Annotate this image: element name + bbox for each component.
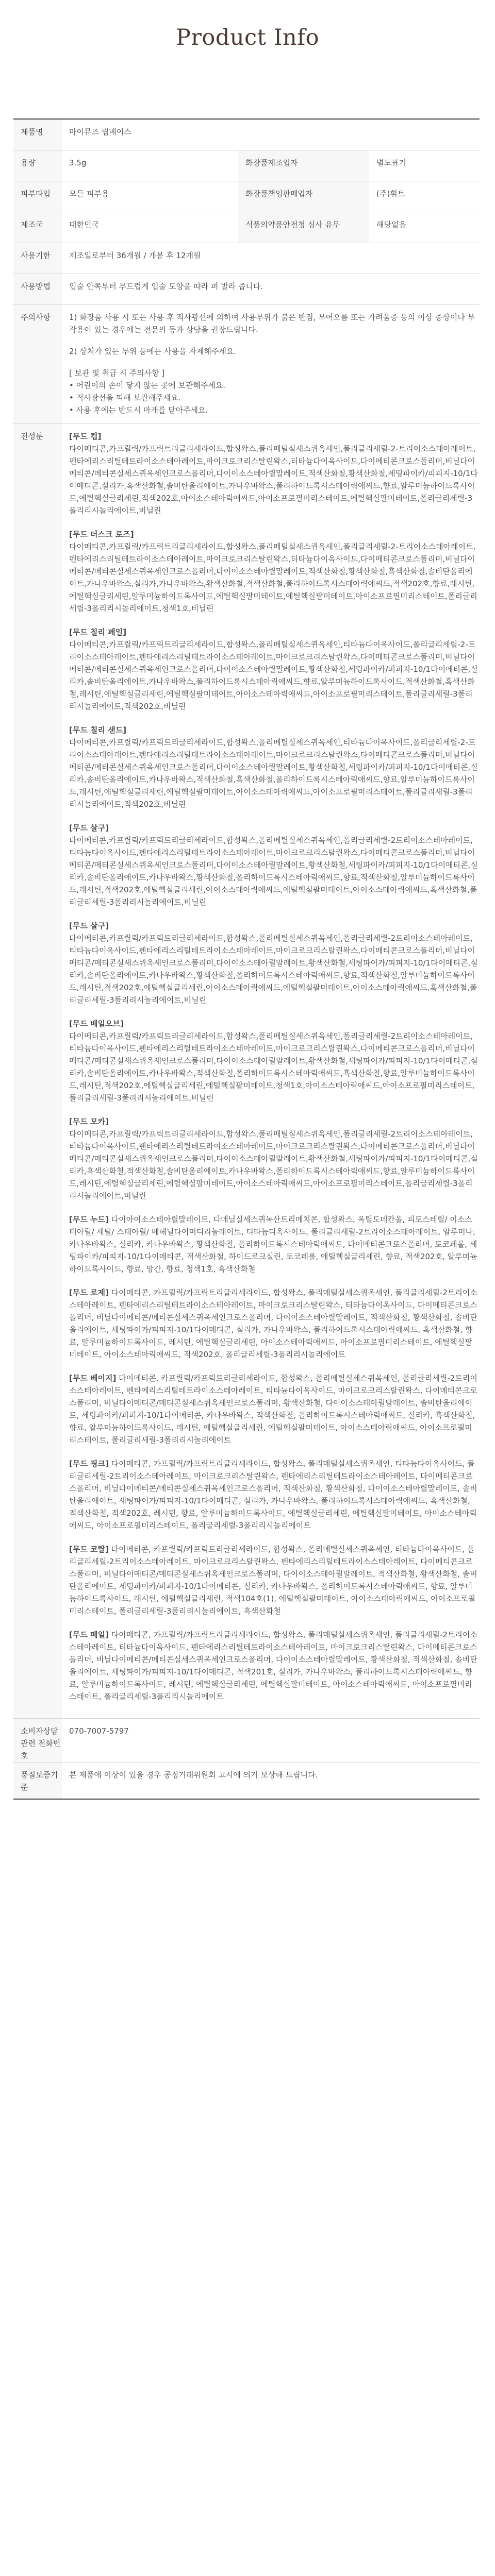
value-manufacturer: 별도표기: [369, 150, 480, 181]
ingredient-block-title: [무드 더스크 로즈]: [69, 529, 134, 539]
row-ingredients: [13, 423, 480, 1718]
ingredient-block-title: [무드 칠리 페일]: [69, 627, 127, 637]
row-contact: [13, 1718, 480, 1762]
label-distributor: 화장품책임판매업자: [238, 181, 369, 212]
value-caution: [62, 304, 480, 423]
label-product-name: 제품명: [13, 119, 62, 150]
row-caution: [13, 304, 480, 423]
ingredient-block: [69, 430, 480, 517]
value-contact[interactable]: 070-7007-5797: [62, 1718, 480, 1762]
ingredient-block: [69, 822, 480, 908]
ingredient-block-text: 다이메티콘,카프릴릭/카프릭트리글리세라이드,합성왁스,폴리메틸실세스퀴옥세인,티타늄다이옥사이드,폴리글리세릴-2-트리이소스테아레이트,펜타에리스리틸테트라이소스테아레이트,마이크로크리스탈린왁스,다이메티콘크로스폴리머,비닐다이메티콘/메티콘실세스퀴옥세인크로스폴리머,다이이소스테아릴말레이트,황색산화철,세팅파이카/피피지-10/1다이메티콘,실리카,솔비탄올리에이트,카나우바왁스,폴리하이드록시스테아릭애씨드,향료,알루미늄하이드록사이드,적색산화철,흑색산화철,레시틴,에틸헥실글리세린,에틸헥실팔미테이트,아이소스테아릭애씨드,아이소프로필미리스테이트,폴리글리세릴-3폴리리시놀리에이트,적색202호,비닐린: [69, 639, 478, 711]
ingredient-block-text: 다이메티콘, 카프릴릭/카프릭트리글리세라이드, 합성왁스, 폴리메틸실세스퀴옥세인, 폴리글리세릴-2트리이소스테아레이트, 펜타에리스리틸테트라이소스테아레이트, 티타늄다이옥사이드, 마이크로크리스탈린왁스, 다이메티콘크로스폴리머, 비닐다이메티콘/메티콘실세스퀴옥세인크로스폴리머, 황색산화철, 다이이소스테아릴말레이트, 솔비탄올리에이트, 세팅파이카/피피지-10/1다이메티콘, 카나우바왁스, 적색산화철, 폴리하이드록시스테아릭애씨드, 실리카, 흑색산화철, 향료, 알루미늄하이드록사이드, 레시틴, 에틸헥실글리세린, 에틸헥실팔미테이트, 아이소스테아릭애씨드, 아이소프로필미리스테이트, 폴리글리세릴-3폴리리시놀리에이트: [69, 1373, 477, 1445]
caution-paragraph-2: 2) 상처가 있는 부위 등에는 사용을 자제해주세요.: [69, 346, 237, 356]
ingredient-block-title: [무드 컵]: [69, 431, 102, 441]
label-country: 제조국: [13, 212, 62, 243]
ingredient-block-text: 다이메티콘,카프릴릭/카프릭트리글리세라이드,합성왁스,폴리메틸실세스퀴옥세인,티타늄다이옥사이드,폴리글리세릴-2-트리이소스테아레이트,펜타에리스리틸테트라이소스테아레이트,마이크로크리스탈린왁스,다이메티콘크로스폴리머,비닐다이메티콘/메티콘실세스퀴옥세인크로스폴리머,다이이소스테아릴말레이트,황색산화철,세팅파이카/피피지-10/1다이메티콘,실리카,솔비탄올리에이트,카나우바왁스,적색산화철,흑색산화철,폴리하이드록시스테아릭애씨드,향료,알루미늄하이드록사이드,레시틴,에틸헥실글리세린,에틸헥실팔미테이트,아이소스테아릭애씨드,아이소프로필미리스테이트,폴리글리세릴-3폴리리시놀리에이트,적색202호,비닐린: [69, 737, 478, 809]
label-usage: 사용방법: [13, 274, 62, 304]
ingredient-block-title: [무드 로제]: [69, 1287, 109, 1297]
ingredient-block: [69, 1115, 480, 1202]
ingredient-block: [69, 920, 480, 1006]
value-capacity: 3.5g: [62, 150, 238, 181]
ingredient-block-title: [무드 코랄]: [69, 1544, 109, 1554]
ingredient-block-title: [무드 핑크]: [69, 1459, 109, 1468]
ingredient-block-text: 다이메티콘, 카프릴릭/카프릭트리글리세라이드, 합성왁스, 폴리메틸실세스퀴옥세인, 폴리글리세릴-2트리이소스테아레이트, 펜타에리스리틸테트라이소스테아레이트, 마이크로크리스탈린왁스, 티타늄다이옥사이드, 다이메티콘크로스폴리머, 비닐다이메티콘/메티콘실세스퀴옥세인크로스폴리머, 다이이소스테아릴말레이트, 적색산화철, 황색산화철, 솔비탄올리에이트, 세팅파이카/피피지-10/1다이메티콘, 실리카, 카나우바왁스, 폴리하이드록시스테아릭애씨드, 흑색산화철, 향료, 알루미늄하이드록사이드, 레시틴, 에틸헥실글리세린, 아이소스테아릭애씨드, 아이소프로필미리스테이트, 에틸헥실팔미테이트, 아이소스테아릭애씨드, 적색202호, 폴리글리세릴-3폴리리시놀리에이트: [69, 1287, 477, 1359]
ingredient-block-text: 다이메티콘, 카프릴릭/카프릭트리글리세라이드, 합성왁스, 폴리메틸실세스퀴옥세인, 티타늄다이옥사이드, 폴리글리세릴-2트리이소스테아레이트, 마이크로크리스탈린왁스, 펜타에리스리틸테트라이소스테아레이트, 다이메티콘크로스폴리머, 비닐다이메티콘/메티콘실세스퀴옥세인크로스폴리머, 다이이소스테아릴말레이트, 적색산화철, 황색산화철, 솔비탄올리에이트, 세팅파이카/피피지-10/1다이메티콘, 실리카, 카나우바왁스, 폴리하이드록시스테아릭애씨드, 향료, 알루미늄하이드록사이드, 레시틴, 에틸헥실글리세린, 적색104호(1), 에틸헥실팔미테이트, 아이소스테아릭애씨드, 아이소프로필미리스테이트, 폴리글리세릴-3폴리리시놀리에이트, 흑색산화철: [69, 1544, 477, 1616]
value-expiry: 제조일로부터 36개월 / 개봉 후 12개월: [62, 243, 480, 274]
caution-storage-item: • 어린이의 손이 닿지 않는 곳에 보관해주세요.: [69, 380, 226, 390]
label-kfda-review: 식품의약품안전청 심사 유무: [238, 212, 369, 243]
value-country: 대한민국: [62, 212, 238, 243]
ingredient-block-text: 다이아이소스테아릴말레이트, 다메닐실세스퀴녹산트리메치콘, 합성왁스, 옥틸도데칸올, 피토스테릴/ 이소스테아릴/ 세틸/ 스테아릴/ 베헤닐다이머디리놀레이트, 티타늄디옥사이드, 폴리글리세릴-2트리이소스테아레이트, 알루미나, 카나우바왁스, 실리카, 카나우바왁스, 황색산화철, 폴리하이드록시스테아릭애씨드, 다이메티콘크로스폴리머, 토코페롤, 세팅파이카/피피지-10/1다이메티콘, 적색산화철, 하이드로크실린, 토코페롤, 에틸헥실글리세린, 향료, 적색202호, 알루미늄하이드록사이드, 향료, 망간, 향료, 청색1호, 흑색산화철: [69, 1214, 477, 1274]
row-capacity: [13, 150, 480, 181]
ingredient-block: [69, 1018, 480, 1104]
row-skin-type: [13, 181, 480, 212]
caution-paragraph-1: 1) 화장품 사용 시 또는 사용 후 직사광선에 의하여 사용부위가 붉은 반점, 부어오름 또는 가려움증 등의 이상 증상이나 부작용이 있는 경우에는 전문의 등과 상담을 권장드립니다.: [69, 312, 475, 334]
label-caution: 주의사항: [13, 304, 62, 423]
ingredient-block: [69, 724, 480, 810]
ingredient-block-text: 다이메티콘, 카프릴릭/카프릭트리글리세라이드, 합성왁스, 폴리메틸실세스퀴옥세인, 티타늄다이옥사이드, 폴리글리세릴-2트리이소스테아레이트, 마이크로크리스탈린왁스, 펜타에리스리틸테트라이소스테아레이트, 다이메티콘크로스폴리머, 비닐다이메티콘/메티콘실세스퀴옥세인크로스폴리머, 적색산화철, 황색산화철, 다이이소스테아릴말레이트, 솔비탄올리에이트, 세팅파이카/피피지-10/1다이메티콘, 실리카, 카나우바왁스, 폴리하이드록시스테아릭애씨드, 흑색산화철, 적색산화철, 적색202호, 레시틴, 향료, 알루미늄하이드록사이드, 에틸헥실글리세린, 에틸헥실팔미테이트, 아이소스테아릭애씨드, 아이소프로필미리스테이트, 폴리글리세릴-3폴리리시놀리에이트: [69, 1459, 477, 1530]
caution-storage-item: • 직사광선을 피해 보관해주세요.: [69, 393, 181, 402]
ingredient-block: [69, 1543, 480, 1617]
row-country: [13, 212, 480, 243]
ingredient-block-text: 다이메티콘,카프릴릭/카프릭트리글리세라이드,합성왁스,폴리메틸실세스퀴옥세인,폴리글리세릴-2-트리이소스테아레이트,펜타에리스리틸테트라이소스테아레이트,마이크로크리스탈린왁스,티타늄다이옥사이드,다이메티콘크로스폴리머,비닐다이메티콘/메티콘실세스퀴옥세인크로스폴리머,다이이소스테아릴말레이트,적색산화철,황색산화철,흑색산화철,솔비탄올리에이트,카나우바왁스,실리카,카나우바왁스,황색산화철,적색산화철,폴리하이드록시스테아릭애씨드,적색202호,향료,레시틴,에틸헥실글리세린,알루미늄하이드록사이드,에틸헥실팔미테이트,에틸헥실팔미테이트,아이소프로필미리스테이트,폴리글리세릴-3폴리리시놀리에이트,청색1호,비닐린: [69, 541, 477, 613]
ingredient-block-title: [무드 페일]: [69, 1630, 109, 1639]
ingredient-block: [69, 626, 480, 713]
caution-storage-title: [ 보관 및 취급 시 주의사항 ]: [69, 368, 165, 378]
row-expiry: [13, 243, 480, 274]
label-contact: 소비자상담관련 전화번호: [13, 1718, 62, 1762]
value-warranty: 본 제품에 이상이 있을 경우 공정거래위원회 고시에 의거 보상해 드립니다.: [62, 1762, 480, 1799]
ingredient-block: [69, 1629, 480, 1703]
ingredient-block-title: [무드 살구]: [69, 921, 109, 930]
ingredient-block-text: 다이메티콘, 카프릴릭/카프릭트리글리세라이드, 합성왁스, 폴리메틸실세스퀴옥세인, 폴리글리세릴-2트리이소스테아레이트, 티타늄다이옥사이드, 펜타에리스리틸테트라이소스테아레이트, 마이크로크리스탈린왁스, 다이메티콘크로스폴리머, 비닐다이메티콘/메티콘실세스퀴옥세인크로스폴리머, 다이이소스테아릴말레이트, 황색산화철, 적색산화철, 솔비탄올리에이트, 세팅파이카/피피지-10/1다이메티콘, 적색201호, 실리카, 카나우바왁스, 폴리하이드록시스테아릭애씨드, 향료, 알루미늄하이드록사이드, 레시틴, 에틸헥실글리세린, 에틸헥실팔미테이트, 아이소스테아릭애씨드, 아이소프로필미리스테이트, 폴리글리세릴-3폴리리시놀리에이트: [69, 1630, 477, 1701]
ingredient-block: [69, 1458, 480, 1532]
row-product-name: [13, 119, 480, 150]
ingredient-block: [69, 528, 480, 615]
ingredient-block-title: [무드 누드]: [69, 1214, 109, 1224]
value-kfda-review: 해당없음: [369, 212, 480, 243]
label-expiry: 사용기한: [13, 243, 62, 274]
label-skin-type: 피부타입: [13, 181, 62, 212]
ingredient-block-text: 다이메티콘,카프릴릭/카프릭트리글리세라이드,합성왁스,폴리메틸실세스퀴옥세인,폴리글리세릴-2트리이소스테아레이트,티타늄다이옥사이드,펜타에리스리틸테트라이소스테아레이트,마이크로크리스탈린왁스,다이메티콘크로스폴리머,비닐다이메티콘/메티콘실세스퀴옥세인크로스폴리머,다이이소스테아릴말레이트,황색산화철,세팅파이카/피피지-10/1다이메티콘,실리카,솔비탄올리에이트,카나우바왁스,황색산화철,폴리하이드록시스테아릭애씨드,향료,적색산화철,알루미늄하이드록사이드,레시틴,적색202호,에틸헥실글리세린,아이소스테아릭애씨드,에틸헥실팔미테이트,아이소스테아릭애씨드,흑색산화철,폴리글리세릴-3폴리리시놀리에이트,비닐린: [69, 933, 478, 1005]
value-skin-type: 모든 피부용: [62, 181, 238, 212]
ingredient-block: [69, 1372, 480, 1446]
ingredient-block-title: [무드 베일오브]: [69, 1019, 124, 1028]
ingredient-block-text: 다이메티콘,카프릴릭/카프릭트리글리세라이드,합성왁스,폴리메틸실세스퀴옥세인,폴리글리세릴-2트리이소스테아레이트,티타늄다이옥사이드,펜타에리스리틸테트라이소스테아레이트,마이크로크리스탈린왁스,다이메티콘크로스폴리머,비닐다이메티콘/메티콘실세스퀴옥세인크로스폴리머,다이이소스테아릴말레이트,황색산화철,세팅파이카/피피지-10/1다이메티콘,실리카,솔비탄올리에이트,카나우바왁스,황색산화철,폴리하이드록시스테아릭애씨드,향료,적색산화철,알루미늄하이드록사이드,레시틴,적색202호,에틸헥실글리세린,아이소스테아릭애씨드,에틸헥실팔미테이트,아이소스테아릭애씨드,흑색산화철,폴리글리세릴-3폴리리시놀리에이트,비닐린: [69, 835, 478, 907]
ingredient-block-title: [무드 칠리 샌드]: [69, 725, 127, 735]
label-capacity: 용량: [13, 150, 62, 181]
label-manufacturer: 화장품제조업자: [238, 150, 369, 181]
value-usage: 입술 안쪽부터 부드럽게 입술 모양을 따라 펴 발라 줍니다.: [62, 274, 480, 304]
caution-storage-item: • 사용 후에는 반드시 마개를 닫아주세요.: [69, 405, 208, 415]
ingredient-block: [69, 1286, 480, 1361]
product-info-table: [13, 118, 480, 1800]
ingredient-block-title: [무드 베이지]: [69, 1373, 117, 1383]
ingredient-block-title: [무드 모카]: [69, 1116, 109, 1126]
value-distributor: (주)휘트: [369, 181, 480, 212]
ingredient-block-title: [무드 살구]: [69, 823, 109, 833]
ingredient-block: [69, 1213, 480, 1275]
ingredient-block-text: 다이메티콘,카프릴릭/카프릭트리글리세라이드,합성왁스,폴리메틸실세스퀴옥세인,폴리글리세릴-2트리이소스테아레이트,티타늄다이옥사이드,펜타에리스리틸테트라이소스테아레이트,마이크로크리스탈린왁스,다이메티콘크로스폴리머,비닐다이메티콘/메티콘실세스퀴옥세인크로스폴리머,다이이소스테아릴말레이트,황색산화철,세팅파이카/피피지-10/1다이메티콘,실리카,솔비탄올리에이트,카나우바왁스,적색산화철,폴리하이드록시스테아릭애씨드,흑색산화철,향료,알루미늄하이드록사이드,레시틴,적색202호,에틸헥실글리세린,에틸헥실팔미테이트,청색1호,아이소스테아릭애씨드,아이소프로필미리스테이트,폴리글리세릴-3폴리리시놀리에이트,비닐린: [69, 1031, 478, 1103]
label-warranty: 품질보증기준: [13, 1762, 62, 1799]
page-title: Product Info: [175, 25, 320, 50]
ingredient-block-text: 다이메티콘,카프릴릭/카프릭트리글리세라이드,합성왁스,폴리메틸실세스퀴옥세인,폴리글리세릴-2트리이소스테아레이트,티타늄다이옥사이드,펜타에리스리틸테트라이소스테아레이트,마이크로크리스탈린왁스,다이메티콘크로스폴리머,비닐다이메티콘/메티콘실세스퀴옥세인크로스폴리머,다이이소스테아릴말레이트,황색산화철,세팅파이카/피피지-10/1다이메티콘,실리카,흑색산화철,적색산화철,솔비탄올리에이트,카나우바왁스,폴리하이드록시스테아릭애씨드,향료,알루미늄하이드록사이드,레시틴,에틸헥실글리세린,에틸헥실팔미테이트,아이소스테아릭애씨드,아이소프로필미리스테이트,폴리글리세릴-3폴리리시놀리에이트,비닐린: [69, 1129, 478, 1200]
row-warranty: [13, 1762, 480, 1799]
value-product-name: 마이뮤즈 립베이스: [62, 119, 480, 150]
value-ingredients: [62, 423, 480, 1718]
row-usage: [13, 274, 480, 304]
label-ingredients: 전성분: [13, 423, 62, 1718]
ingredient-block-text: 다이메티콘,카프릴릭/카프릭트리글리세라이드,합성왁스,폴리메틸실세스퀴옥세인,폴리글리세릴-2-트리이소스테아레이트,펜타에리스리틸테트라이소스테아레이트,마이크로크리스탈린왁스,티타늄다이옥사이드,다이메티콘크로스폴리머,비닐다이메티콘/메티콘실세스퀴옥세인크로스폴리머,다이이소스테아릴말레이트,적색산화철,황색산화철,세팅파이카/피피지-10/1다이메티콘,실리카,흑색산화철,솔비탄올리에이트,카나우바왁스,폴리하이드록시스테아릭애씨드,향료,알루미늄하이드록사이드,에틸헥실글리세린,적색202호,아이소스테아릭애씨드,아이소프로필미리스테이트,에틸헥실팔미테이트,폴리글리세릴-3폴리리시놀리에이트,비닐린: [69, 444, 478, 515]
